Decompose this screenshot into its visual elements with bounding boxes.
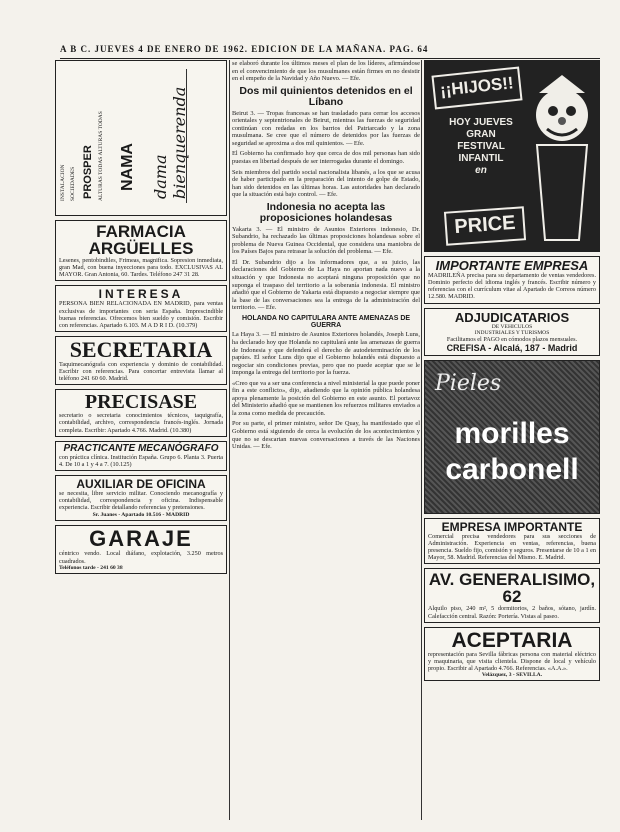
- decorative-lines: [186, 69, 217, 203]
- precisase-body: secretario o secretaria conocimientos técnicos, taquigrafía, contabilidad, archivo, correspondencia francés-inglés. Jornada completa. Escribir: Apartado 4.766. Madrid. (10.380): [59, 412, 223, 434]
- generalisimo-ad: [424, 568, 600, 622]
- garaje-body: céntrico vendo. Local diáfano, explotación, 3.250 metros cuadrados.: [59, 550, 223, 565]
- precisase-ad: [55, 389, 227, 436]
- garaje-phone: Teléfonos tarde - 241 60 38: [59, 564, 123, 571]
- aceptaria-ad: [424, 627, 600, 682]
- interesa-ad: [55, 285, 227, 332]
- festival-text: [441, 117, 521, 177]
- auxiliar-footer: Sr. Juanes - Apartado 10.516 - MADRID: [92, 512, 190, 519]
- article-holanda-p2: «Creo que va a ser una conferencia a nivel ministerial la que puede poner fin a este conflicto», dijo, añadiendo que la opinión pública holandesa apoya plenamente la posición del Gobierno en este asunto. El portavoz del Ministerio añadió que se mantienen los refuerzos militares enviados a la zona como medida de precaución.: [232, 379, 420, 417]
- farmacia-title: FARMACIA ARGÜELLES: [88, 222, 194, 258]
- morilles-carbonell-ad: [424, 360, 600, 514]
- column-rule-right: [421, 60, 422, 820]
- generalisimo-body: Alquilo piso, 240 m², 5 dormitorios, 2 baños, sótano, jardín. Calefacción central. Razón: Portería. Vistas al paseo.: [428, 605, 596, 620]
- practicante-ad: [55, 441, 227, 471]
- adjudicatarios-ad: [424, 308, 600, 356]
- article-holanda-p3: Por su parte, el primer ministro, señor De Quay, ha manifestado que el Gobierno está siguiendo de cerca la evolución de los acontecimientos y que no se descartan nuevas conversaciones a través de las Naciones Unidas. — Efe.: [232, 420, 420, 451]
- page-header: A B C. JUEVES 4 DE ENERO DE 1962. EDICION DE LA MAÑANA. PAG. 64: [60, 44, 600, 59]
- aceptaria-body: representación para Sevilla fábricas persona con material eléctrico y maquinaria, que visita clientela. Dispone de local y vehículo propio. Escribir al Apartado 4.766. Referencias. «A.A.».: [428, 650, 596, 672]
- festival-line-2: GRAN: [466, 129, 496, 140]
- auxiliar-title: AUXILIAR DE OFICINA: [76, 476, 206, 491]
- morilles-script: Pieles: [435, 370, 502, 396]
- empresa-importante-ad: [424, 518, 600, 565]
- morilles-line2: carbonell: [445, 452, 579, 486]
- article-libano-title: Dos mil quinientos detenidos en el Líbano: [239, 84, 413, 108]
- clown-eye-right: [566, 106, 576, 116]
- signature-text: dama bienquerenda: [151, 86, 190, 199]
- farmacia-body: Lesenes, pentobindiles, Frimeas, magnifica. Sopresion inmediata, gran Mad, con buena inyecciones para todo. EXCLUSIVAS AL MAYOR. Gran Antonia, 60. Tardes. Teléfono 247 31 28.: [59, 257, 223, 279]
- column-rule-left: [229, 60, 230, 820]
- festival-line-5: en: [475, 165, 487, 176]
- farmacia-ad: [55, 220, 227, 281]
- interesa-body: PERSONA BIEN RELACIONADA EN MADRID, para ventas exclusivas de importantes con seria España. Imprescindible buenas referencias. Ofrecemos bien sueldo y comisión. Escribir con referencias. Apartado 6.103. M A D R I D. (10.379): [59, 300, 223, 329]
- morilles-line1: morilles: [454, 416, 570, 450]
- vertical-ad-box: [55, 60, 227, 216]
- interesa-title: INTERESA: [98, 287, 184, 302]
- festival-line-1: HOY JUEVES: [449, 117, 513, 128]
- adjudicatarios-title: ADJUDICATARIOS: [454, 309, 570, 325]
- auxiliar-ad: [55, 475, 227, 522]
- article-holanda-p1: La Haya 3. — El ministro de Asuntos Exteriores holandés, Joseph Luns, ha declarado hoy que Holanda no capitulará ante las amenazas de guerra de Indonesia y que defenderá el derecho de autodeterminación de los papúes. El señor Luns dijo que el Gobierno holandés está dispuesto a negociar sin condiciones previas, pero que no puede aceptar que se le imponga la entrega del territorio por la fuerza.: [232, 331, 420, 377]
- vertical-line-2: SOCIEDADES: [70, 166, 76, 201]
- clown-face: [536, 89, 588, 141]
- left-column: [55, 60, 227, 578]
- practicante-title: PRACTICANTE MECANÓGRAFO: [63, 442, 219, 454]
- vertical-line-4: ALTURAS TODAS ALTURAS TODAS: [98, 111, 104, 201]
- garaje-title: GARAJE: [89, 526, 193, 552]
- article-indonesia-title: Indonesia no acepta las proposiciones holandesas: [259, 200, 393, 224]
- garaje-ad: [55, 525, 227, 573]
- importante-title: IMPORTANTE EMPRESA: [435, 258, 589, 273]
- clown-illustration: [529, 75, 595, 245]
- price-venue: PRICE: [444, 206, 526, 245]
- auxiliar-body: se necesita, libre servicio militar. Conociendo mecanografía y contabilidad, correspondencia y oficina. Indispensable experiencia. Escribir detallando referencias y pretensiones.: [59, 489, 223, 512]
- secretaria-title: SECRETARIA: [69, 336, 213, 362]
- vertical-line-prosper: PROSPER: [82, 145, 94, 199]
- precisase-title: PRECISASE: [84, 391, 198, 414]
- vertical-line-1: INSTALACION: [60, 164, 66, 201]
- article-indonesia-p1: Yakarta 3. — El ministro de Asuntos Exteriores indonesio, Dr. Subandrio, ha rechazado las últimas proposiciones holandesas sobre el problema de Nueva Guinea Occidental, que considera una maniobra de los Países Bajos para retrasar la solución del problema. — Efe.: [232, 225, 420, 256]
- vertical-line-nama: NAMA: [119, 143, 136, 191]
- secretaria-body: Taquimecanógrafa con experiencia y dominio de contabilidad. Escribir con referencias. Para concertar entrevista llamar al teléfono 241 60 60. Madrid.: [59, 360, 223, 383]
- festival-line-3: FESTIVAL: [457, 141, 505, 152]
- generalisimo-title: AV. GENERALISIMO, 62: [428, 570, 596, 607]
- clown-body: [537, 145, 587, 240]
- adjudicatarios-sub1: DE VEHICULOS: [491, 323, 533, 330]
- article-indonesia-p2: El Dr. Subandrio dijo a los informadores que, a su juicio, las declaraciones del Gobierno de La Haya no aportan nada nuevo a la situación y que Indonesia no aceptará ninguna proposición que no suponga el traspaso del territorio a la soberanía indonesia. El ministro añadió que el Gobierno de Yakarta está dispuesto a negociar siempre que la base de las conversaciones sea la entrega de la administración del territorio. — Efe.: [232, 258, 420, 312]
- practicante-body: con práctica clínica. Institución España. Grupo 6. Planta 3. Puerta 4. De 10 a 1 y 4 a 7. (10.125): [59, 453, 223, 468]
- clown-hat: [539, 75, 585, 93]
- price-festival-ad: [424, 60, 600, 252]
- adjudicatarios-footer: CREFISA - Alcalá, 187 - Madrid: [446, 342, 578, 353]
- empresa-body: Comercial precisa vendedores para sus secciones de Administración. Experiencia en ventas, referencias, buena presencia. Sueldo fijo, comisión y seguros. Presentarse de 10 a 1 en Mayor, 58. Madrid. Referencias del Mismo. E. Madrid.: [428, 532, 596, 562]
- adjudicatarios-body: Facilitamos el PAGO en cómodos plazos mensuales.: [446, 335, 578, 343]
- intro-paragraph: se elaboró durante los últimos meses el plan de los líderes, afirmándose en el convencimiento de que los musulmanes están firmes en no desistir en el empeño de la Navidad y Año Nuevo. — Efe.: [232, 60, 420, 83]
- hijos-exclaim: ¡¡HIJOS!!: [431, 66, 522, 109]
- middle-column: [232, 60, 420, 454]
- aceptaria-title: ACEPTARIA: [451, 628, 573, 652]
- article-libano-p2: El Gobierno ha confirmado hoy que cerca de dos mil personas han sido puestas en libertad después de ser interrogadas durante el domingo.: [232, 150, 420, 165]
- adjudicatarios-sub2: INDUSTRIALES Y TURISMOS: [474, 329, 550, 336]
- aceptaria-footer: Velázquez, 3 - SEVILLA.: [481, 672, 543, 679]
- clown-nose: [558, 117, 566, 125]
- right-column: [424, 60, 600, 685]
- importante-body: MADRILEÑA precisa para su departamento de ventas vendedores. Dominio perfecto del idioma inglés y francés. Escribir número y referencias con el currículum vitae al Apartado de Correos número 12.580. MADRID.: [428, 272, 596, 301]
- article-holanda-title: HOLANDA NO CAPITULARA ANTE AMENAZAS DE GUERRA: [241, 314, 411, 330]
- empresa-title: EMPRESA IMPORTANTE: [441, 519, 583, 534]
- importante-empresa-ad: [424, 256, 600, 304]
- clown-eye-left: [548, 106, 558, 116]
- festival-line-4: INFANTIL: [458, 153, 504, 164]
- article-libano-p1: Beirut 3. — Tropas francesas se han trasladado para cerrar los accesos orientales y septentrionales de Beirut, mientras las fuerzas de seguridad continúan con redadas en los barrios del Patriarcado y la zona musulmana. Se cree que el número de detenidos por las fuerzas de seguridad se aproxima a dos mil quinientos. — Efe.: [232, 109, 420, 147]
- secretaria-ad: [55, 336, 227, 385]
- article-libano-p3: Seis miembros del partido social nacionalista libanés, a los que se acusa de haber participado en la preparación del intento de golpe de Estado, han sido detenidos en las últimas horas. Las autoridades han declarado que la situación está bajo control. — Efe.: [232, 168, 420, 199]
